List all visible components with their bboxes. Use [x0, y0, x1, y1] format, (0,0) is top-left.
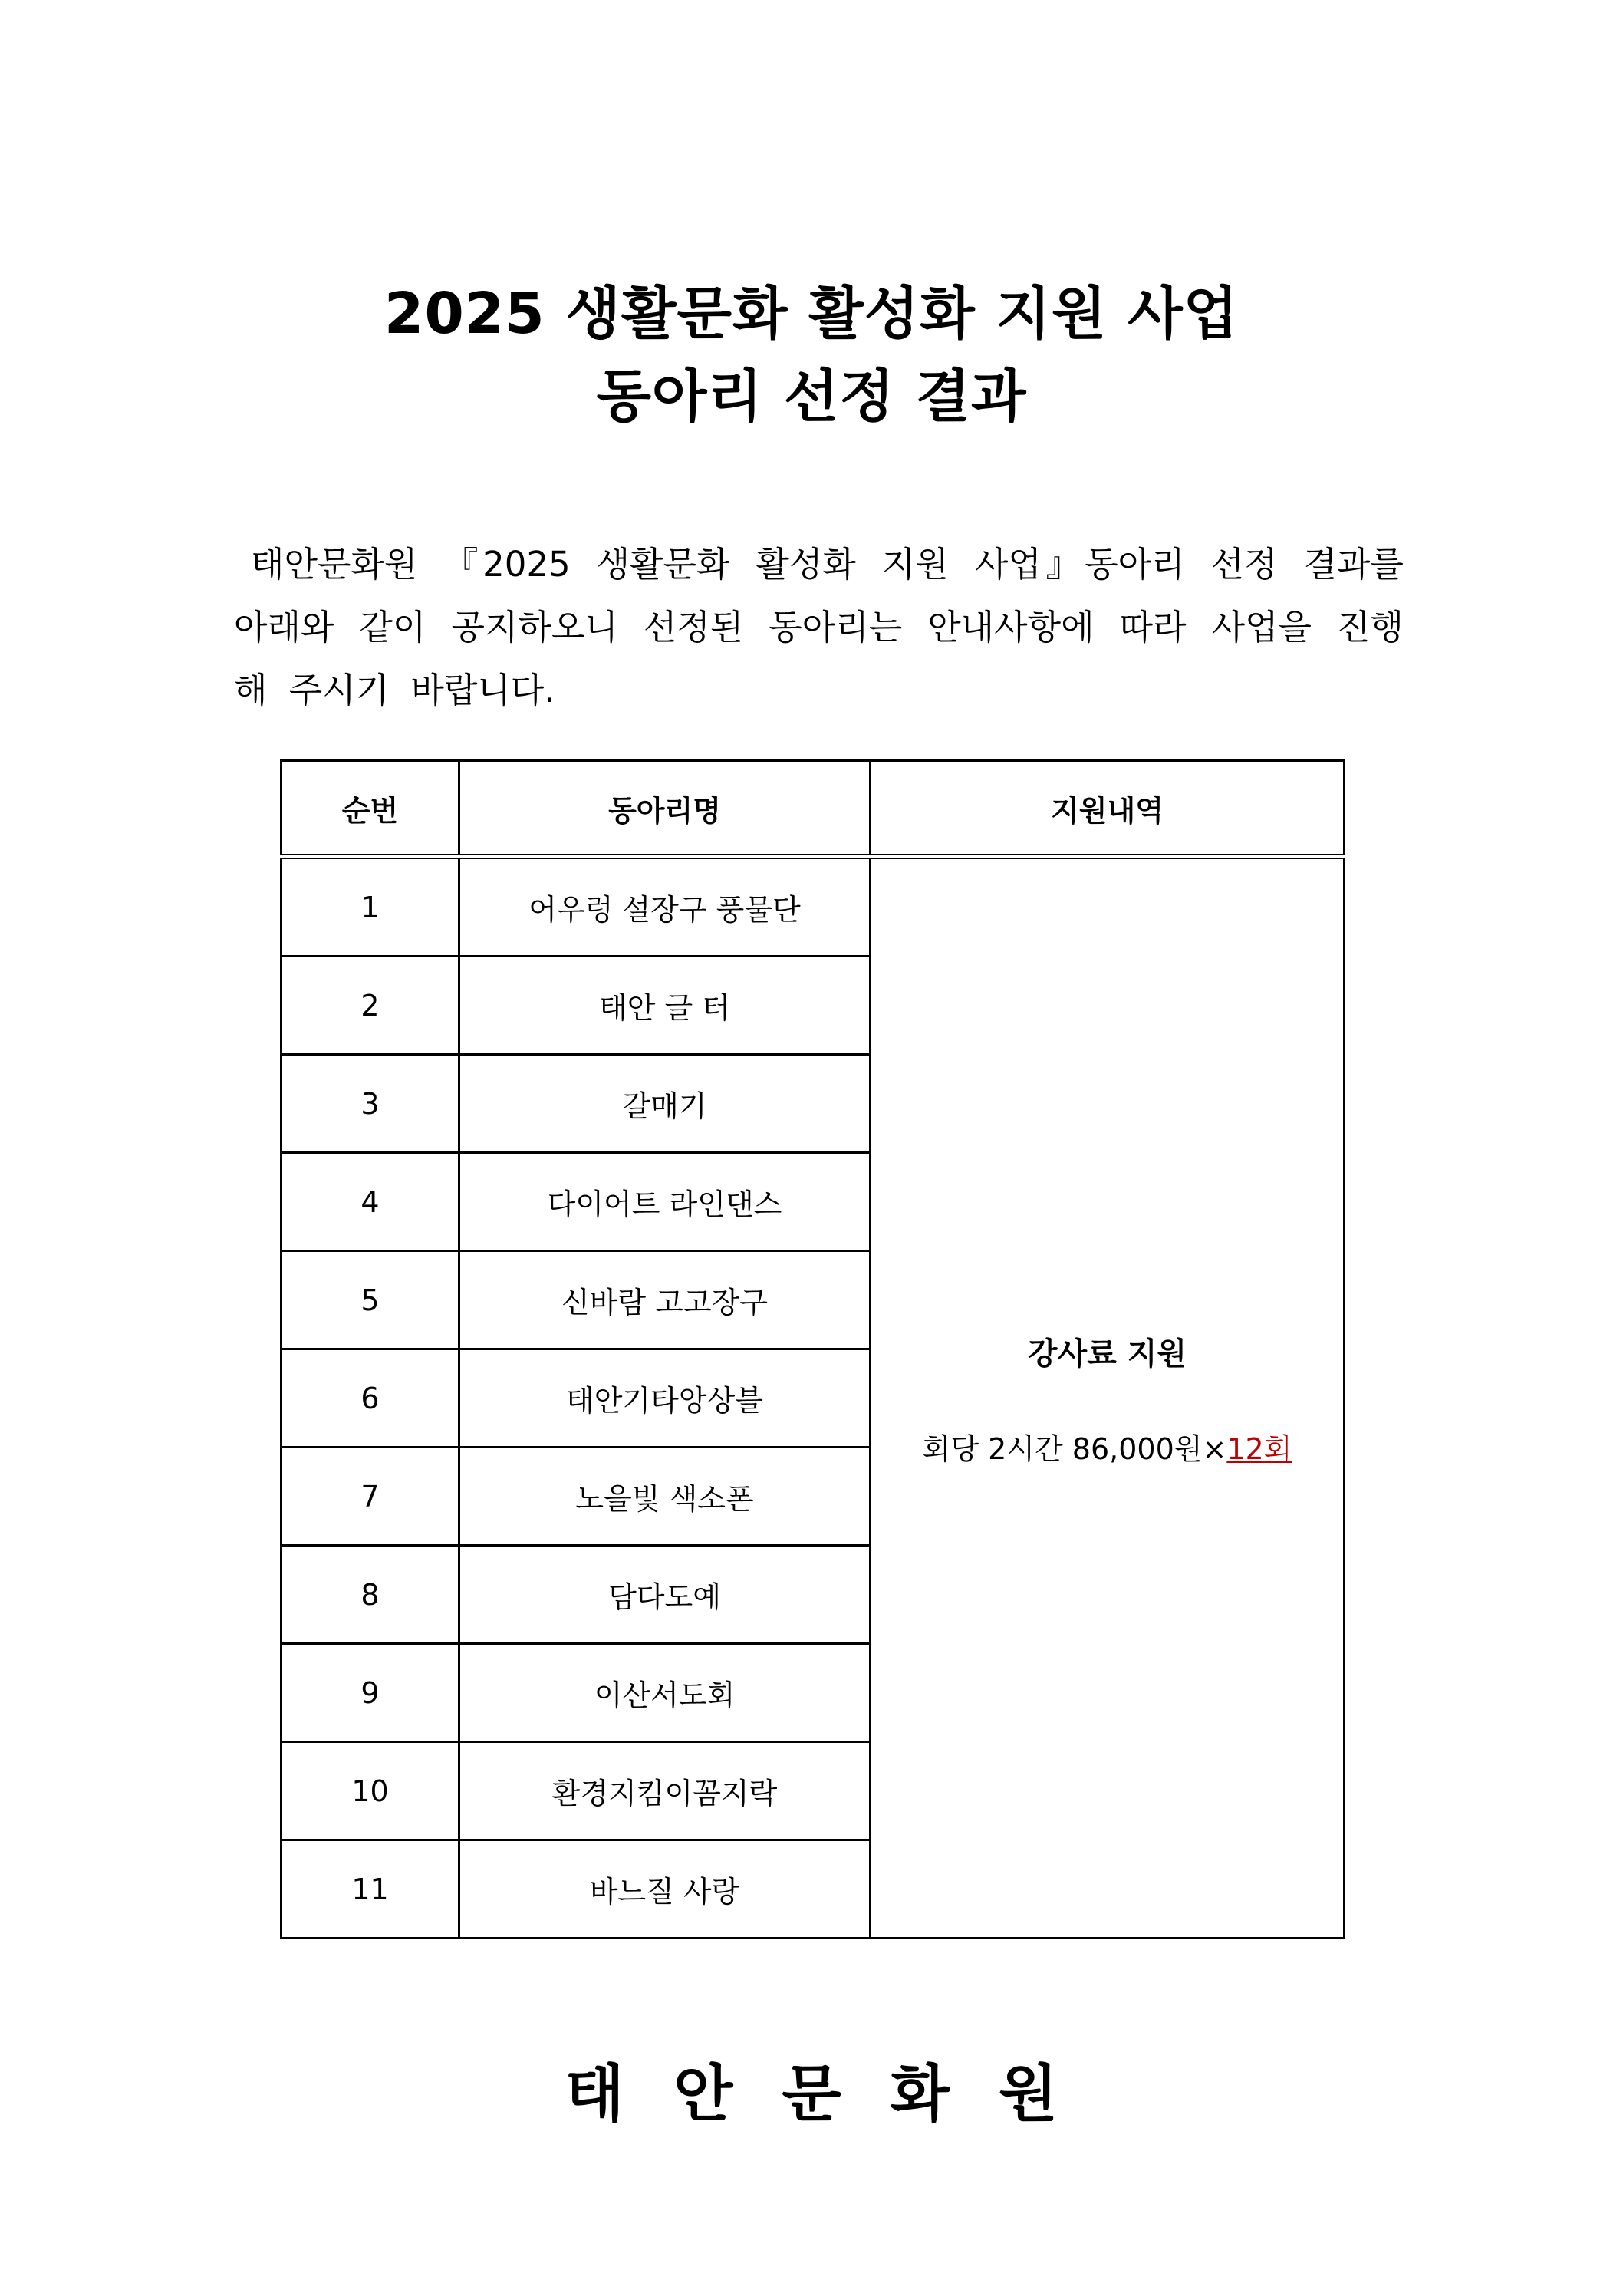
- support-session-count: 12회: [1226, 1431, 1292, 1466]
- row-club-name: 이산서도회: [459, 1644, 871, 1742]
- row-number: 3: [281, 1055, 459, 1153]
- row-club-name: 담다도예: [459, 1546, 871, 1644]
- table-header-row: [281, 761, 1345, 857]
- row-number: 9: [281, 1644, 459, 1742]
- row-club-name: 신바람 고고장구: [459, 1251, 871, 1349]
- organization-name: 태안문화원: [565, 2058, 1108, 2130]
- row-club-name: 태안 글 터: [459, 957, 871, 1055]
- row-number: 1: [281, 857, 459, 957]
- support-title: 강사료 지원: [1027, 1336, 1187, 1372]
- row-number: 11: [281, 1840, 459, 1939]
- title-line-2: 동아리 선정 결과: [596, 364, 1027, 430]
- row-number: 7: [281, 1448, 459, 1546]
- header-number: 순번: [281, 761, 459, 857]
- row-club-name: 바느질 사랑: [459, 1840, 871, 1939]
- support-detail-text: 회당 2시간 86,000원×: [922, 1431, 1227, 1466]
- row-club-name: 환경지킴이꼼지락: [459, 1742, 871, 1840]
- row-number: 5: [281, 1251, 459, 1349]
- selection-result-table: [280, 759, 1345, 1939]
- row-club-name: 어우렁 설장구 풍물단: [459, 857, 871, 957]
- row-number: 10: [281, 1742, 459, 1840]
- table-row: [281, 857, 1345, 957]
- row-number: 6: [281, 1349, 459, 1448]
- row-club-name: 다이어트 라인댄스: [459, 1153, 871, 1251]
- row-club-name: 노을빛 색소폰: [459, 1448, 871, 1546]
- title-line-1: 2025 생활문화 활성화 지원 사업: [384, 281, 1239, 347]
- header-club-name: 동아리명: [459, 761, 871, 857]
- row-club-name: 태안기타앙상블: [459, 1349, 871, 1448]
- intro-paragraph: 태안문화원 『2025 생활문화 활성화 지원 사업』동아리 선정 결과를 아래와 같이 공지하오니 선정된 동아리는 안내사항에 따라 사업을 진행해 주시기 바랍니다.: [234, 544, 1404, 710]
- support-cell: [871, 857, 1345, 1939]
- row-club-name: 갈매기: [459, 1055, 871, 1153]
- row-number: 4: [281, 1153, 459, 1251]
- document-title: [0, 272, 1623, 438]
- support-detail: [871, 1425, 1343, 1468]
- row-number: 2: [281, 957, 459, 1055]
- header-support: 지원내역: [871, 761, 1345, 857]
- row-number: 8: [281, 1546, 459, 1644]
